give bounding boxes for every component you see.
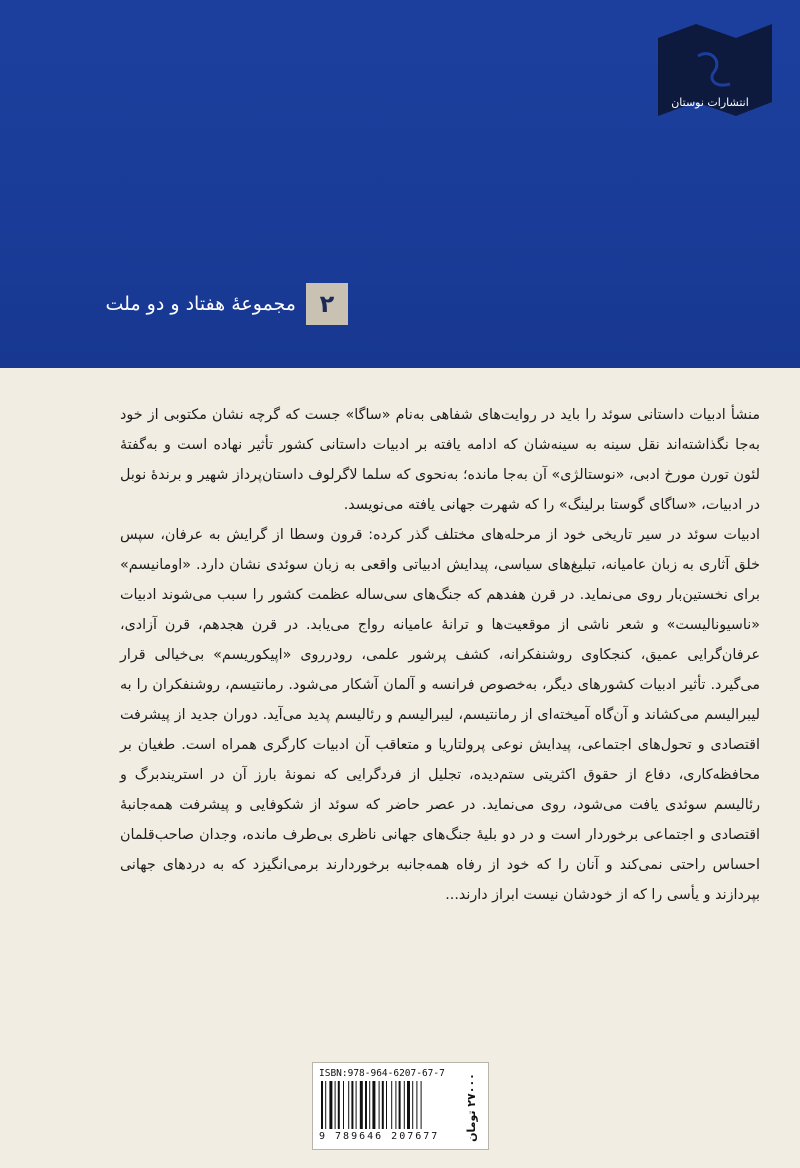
publisher-name: انتشارات نوستان — [671, 96, 749, 109]
isbn-text: ISBN:978-964-6207-67-7 — [319, 1068, 445, 1079]
series-label — [106, 284, 348, 324]
paragraph: ادبیات سوئد در سیر تاریخی خود از مرحله‌های مختلف گذر کرده: قرون وسطا از گرایش به عرفان، سپس خلق آثاری به زبان عامیانه، تبلیغ‌های سیاسی، پیدایش ادبیاتی واقعی به زبان سوئدی نشان دارد. «اومانیسم» برای نخستین‌بار روی می‌نماید. در قرن هفدهم که جنگ‌های سی‌ساله عظمت کشور را سبب می‌شوند ادبیات «ناسیونالیست» و شعر ناشی از موقعیت‌ها و ترانهٔ عامیانه رواج می‌یابد. در قرن هجدهم، قرن آزادی، عرفان‌گرایی عمیق، کنجکاوی روشنفکرانه، کشف پرشور علمی، رودرروی «اپیکوریسم» بی‌خیالی قرار می‌گیرد. تأثیر ادبیات کشورهای دیگر، به‌خصوص فرانسه و آلمان آشکار می‌شود. رمانتیسم، روشنفکران را به لیبرالیسم می‌کشاند و آن‌گاه آمیخته‌ای از رمانتیسم، لیبرالیسم و رئالیسم پدید می‌آید. دوران جدید از پیشرفت اقتصادی و تحول‌های اجتماعی، پیدایش نوعی پرولتاریا و متعاقب آن ادبیات کارگری همراه است. طغیان بر محافظه‌کاری، دفاع از حقوق اکثریتی ستم‌دیده، تجلیل از فردگرایی که نمونهٔ بارز آن در استریندبرگ و رئالیسم سوئدی یافت می‌شود، روی می‌نماید. در عصر حاضر که سوئد از شکوفایی و پیشرفت همه‌جانبهٔ اقتصادی و اجتماعی برخوردار است و در دو بلیهٔ جنگ‌های جهانی ناظری بی‌طرف مانده، وجدان صاحب‌قلمان احساس راحتی نمی‌کند و آنان را که خود از رفاه همه‌جانبه برخوردارند برمی‌انگیزد که به دردهای جهانی بپردازند و یأسی را که از خودشان نیست ابراز دارند... — [120, 527, 760, 903]
cover-top-band — [0, 0, 800, 368]
price-text: ۲۷۰۰۰ تومان — [464, 1072, 478, 1142]
barcode-icon — [319, 1081, 457, 1129]
barcode-label — [312, 1062, 489, 1150]
back-cover-text — [120, 400, 760, 910]
series-number-badge: ۲ — [306, 283, 348, 325]
price-label — [460, 1071, 482, 1143]
paragraph: منشأ ادبیات داستانی سوئد را باید در روایت‌های شفاهی به‌نام «ساگا» جست که گرچه نشان مکتوبی از خود به‌جا نگذاشته‌اند نقل سینه به سینه‌شان که ادامه یافته بر ادبیات داستانی کشور تأثیر نهاده است و به‌گفتهٔ لئون تورن مورخ ادبی، «نوستالژی» آن به‌جا مانده؛ به‌نحوی که سلما لاگرلوف داستان‌پرداز شهیر و برندهٔ نوبل در ادبیات، «ساگای گوستا برلینگ» را که شهرت جهانی یافته می‌نویسد. — [120, 407, 760, 513]
series-title: مجموعهٔ هفتاد و دو ملت — [105, 293, 296, 315]
barcode-digits: 9 789646 207677 — [319, 1131, 440, 1142]
